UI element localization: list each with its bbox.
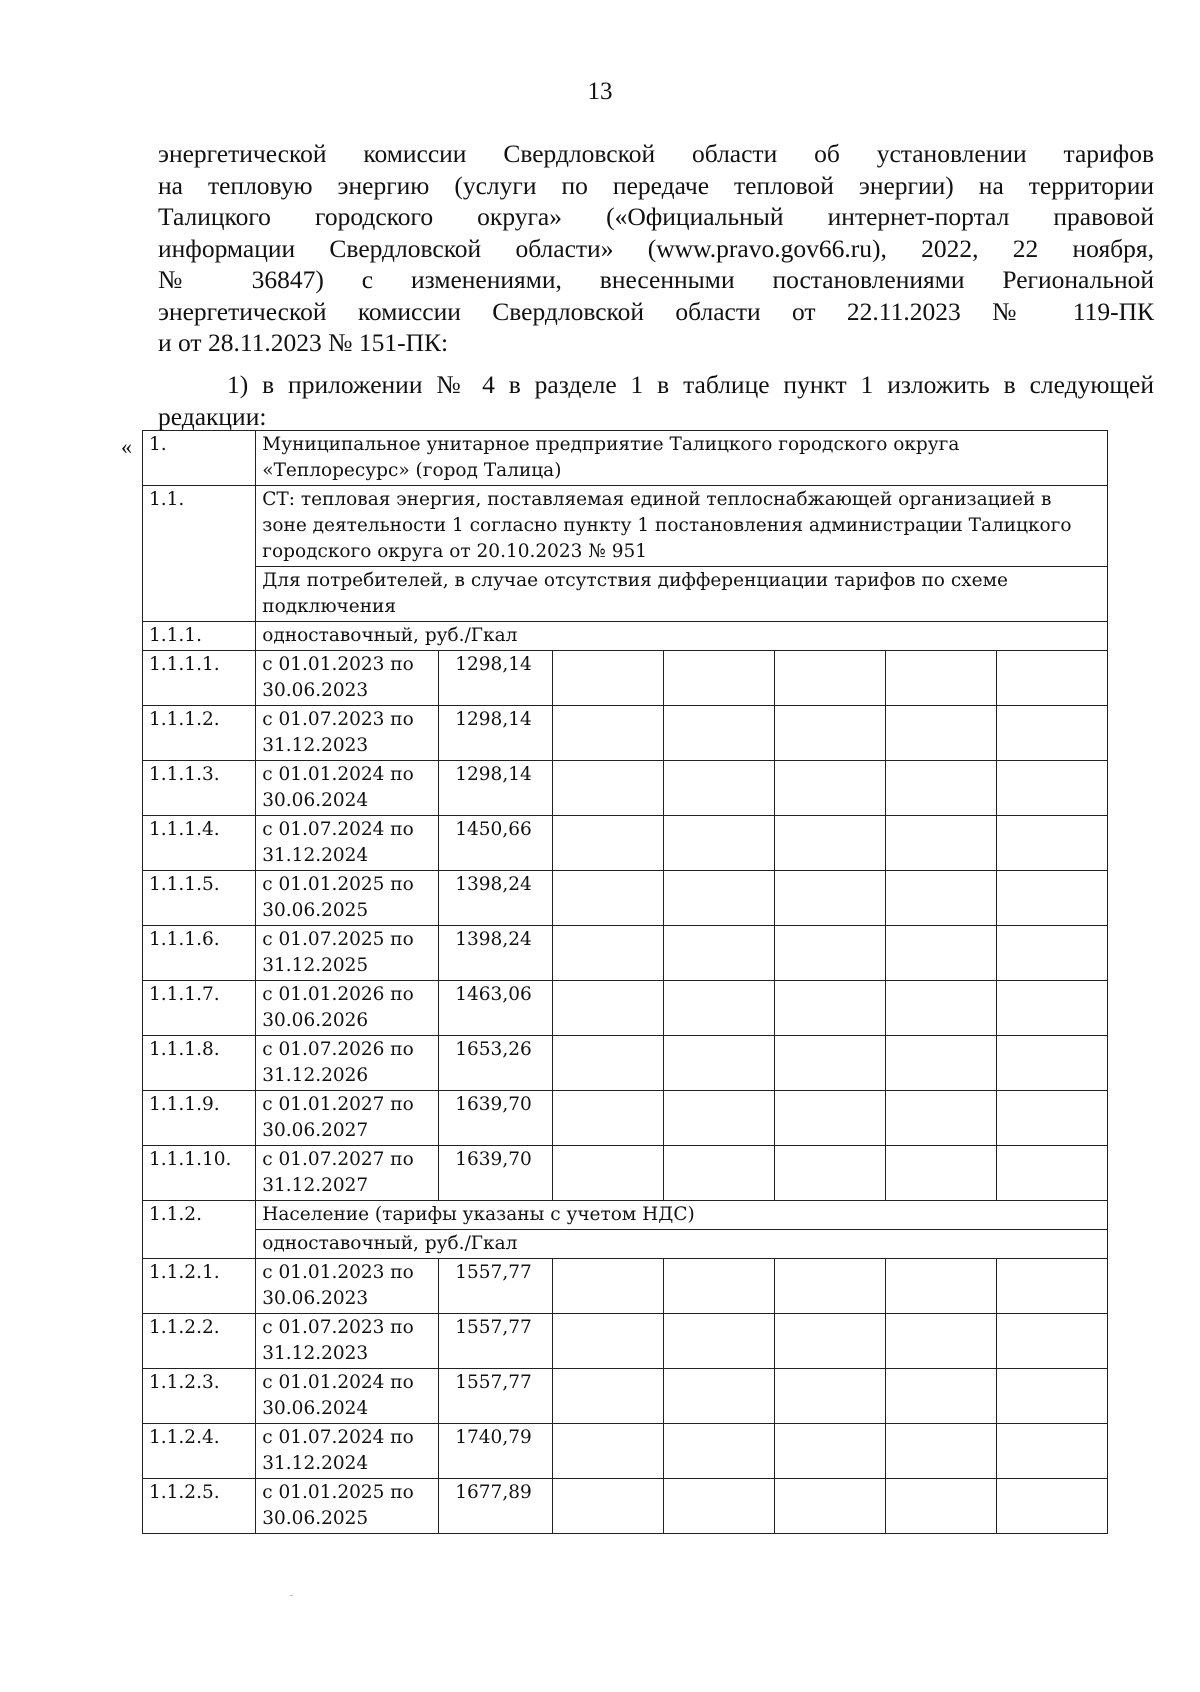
empty-cell: [996, 981, 1107, 1036]
empty-cell: [996, 1091, 1107, 1146]
tariff-value: 1557,77: [439, 1259, 552, 1314]
period-cell: с 01.01.2024 по 30.06.2024: [256, 761, 439, 816]
tariff-value: 1653,26: [439, 1036, 552, 1091]
empty-cell: [885, 1036, 996, 1091]
empty-cell: [552, 1091, 663, 1146]
empty-cell: [774, 816, 885, 871]
empty-cell: [663, 1424, 774, 1479]
empty-cell: [552, 981, 663, 1036]
row-number: 1.: [143, 431, 256, 486]
empty-cell: [774, 1479, 885, 1534]
empty-cell: [552, 1479, 663, 1534]
table-row: [143, 1036, 1108, 1091]
scan-mark: [290, 1595, 293, 1596]
empty-cell: [552, 706, 663, 761]
empty-cell: [774, 871, 885, 926]
empty-cell: [885, 1424, 996, 1479]
empty-cell: [996, 1424, 1107, 1479]
table-row: [143, 981, 1108, 1036]
intro-line: на тепловую энергию (услуги по передаче тепловой энергии) на территории: [158, 170, 1154, 200]
empty-cell: [663, 1314, 774, 1369]
empty-cell: [996, 1479, 1107, 1534]
tariff-value: 1298,14: [439, 651, 552, 706]
period-cell: с 01.07.2023 по 31.12.2023: [256, 1314, 439, 1369]
empty-cell: [885, 816, 996, 871]
tariff-value: 1398,24: [439, 926, 552, 981]
empty-cell: [663, 1146, 774, 1201]
empty-cell: [552, 816, 663, 871]
empty-cell: [885, 871, 996, 926]
empty-cell: [774, 1314, 885, 1369]
intro-line: энергетической комиссии Свердловской области от 22.11.2023 № 119-ПК: [158, 296, 1154, 326]
empty-cell: [885, 651, 996, 706]
empty-cell: [552, 1036, 663, 1091]
table-row: [143, 871, 1108, 926]
table-row: [143, 1146, 1108, 1201]
period-cell: с 01.01.2024 по 30.06.2024: [256, 1369, 439, 1424]
row-number: 1.1.2.4.: [143, 1424, 256, 1479]
row-number: 1.1.1.1.: [143, 651, 256, 706]
period-cell: с 01.01.2025 по 30.06.2025: [256, 871, 439, 926]
empty-cell: [996, 871, 1107, 926]
row-number: 1.1.2.: [143, 1201, 256, 1259]
empty-cell: [663, 1259, 774, 1314]
empty-cell: [663, 816, 774, 871]
tariff-value: 1557,77: [439, 1369, 552, 1424]
empty-cell: [552, 871, 663, 926]
amendment-item: [158, 369, 1154, 432]
empty-cell: [552, 1314, 663, 1369]
empty-cell: [996, 1259, 1107, 1314]
table-row: [143, 1259, 1108, 1314]
period-cell: с 01.01.2023 по 30.06.2023: [256, 1259, 439, 1314]
period-cell: с 01.07.2025 по 31.12.2025: [256, 926, 439, 981]
table-row: [143, 1369, 1108, 1424]
period-cell: с 01.07.2026 по 31.12.2026: [256, 1036, 439, 1091]
empty-cell: [663, 1036, 774, 1091]
tariff-value: 1639,70: [439, 1146, 552, 1201]
empty-cell: [885, 1259, 996, 1314]
empty-cell: [663, 651, 774, 706]
empty-cell: [663, 1479, 774, 1534]
empty-cell: [774, 1091, 885, 1146]
tariff-value: 1450,66: [439, 816, 552, 871]
row-number: 1.1.1.10.: [143, 1146, 256, 1201]
empty-cell: [552, 1369, 663, 1424]
rate-type: одноставочный, руб./Гкал: [256, 622, 1108, 651]
consumers-note: Для потребителей, в случае отсутствия дифференциации тарифов по схеме подключения: [256, 567, 1108, 622]
tariff-category: СТ: тепловая энергия, поставляемая единой теплоснабжающей организацией в зоне деятельности 1 согласно пункту 1 постановления администрации Талицкого городского округа от 20.10.2023 № 951: [256, 486, 1108, 567]
row-number: 1.1.1.7.: [143, 981, 256, 1036]
tariff-value: 1463,06: [439, 981, 552, 1036]
row-number: 1.1.2.3.: [143, 1369, 256, 1424]
empty-cell: [663, 1369, 774, 1424]
table-row: [143, 622, 1108, 651]
empty-cell: [885, 761, 996, 816]
intro-line: энергетической комиссии Свердловской области об установлении тарифов: [158, 139, 1154, 168]
period-cell: с 01.01.2026 по 30.06.2026: [256, 981, 439, 1036]
table-row: [143, 431, 1108, 486]
empty-cell: [885, 981, 996, 1036]
table-row: [143, 761, 1108, 816]
tariff-value: 1639,70: [439, 1091, 552, 1146]
intro-line: № 36847) с изменениями, внесенными постановлениями Региональной: [158, 265, 1154, 294]
empty-cell: [996, 926, 1107, 981]
item-line: 1) в приложении № 4 в разделе 1 в таблице пункт 1 изложить в следующей: [227, 370, 1154, 399]
empty-cell: [663, 706, 774, 761]
empty-cell: [663, 871, 774, 926]
table-row: [143, 567, 1108, 622]
tariff-table: [142, 430, 1108, 1534]
empty-cell: [552, 761, 663, 816]
empty-cell: [774, 706, 885, 761]
row-number: 1.1.1.6.: [143, 926, 256, 981]
empty-cell: [663, 761, 774, 816]
table-row: [143, 1314, 1108, 1369]
table-row: [143, 816, 1108, 871]
table-row: [143, 1201, 1108, 1230]
empty-cell: [885, 1146, 996, 1201]
empty-cell: [885, 706, 996, 761]
empty-cell: [996, 761, 1107, 816]
row-number: 1.1.1.4.: [143, 816, 256, 871]
empty-cell: [996, 1369, 1107, 1424]
empty-cell: [552, 651, 663, 706]
empty-cell: [996, 706, 1107, 761]
empty-cell: [774, 761, 885, 816]
row-number: 1.1.1.3.: [143, 761, 256, 816]
empty-cell: [774, 1369, 885, 1424]
tariff-value: 1740,79: [439, 1424, 552, 1479]
empty-cell: [552, 926, 663, 981]
tariff-value: 1677,89: [439, 1479, 552, 1534]
organization-name: Муниципальное унитарное предприятие Талицкого городского округа «Теплоресурс» (город Талица): [256, 431, 1108, 486]
table-row: [143, 1091, 1108, 1146]
period-cell: с 01.01.2027 по 30.06.2027: [256, 1091, 439, 1146]
table-row: [143, 1424, 1108, 1479]
row-number: 1.1.1.8.: [143, 1036, 256, 1091]
intro-line: информации Свердловской области» (www.pravo.gov66.ru), 2022, 22 ноября,: [158, 233, 1154, 263]
empty-cell: [552, 1424, 663, 1479]
intro-paragraph: [158, 138, 1154, 359]
item-line: редакции:: [158, 401, 267, 431]
empty-cell: [774, 651, 885, 706]
empty-cell: [552, 1259, 663, 1314]
empty-cell: [663, 926, 774, 981]
page-number: 13: [587, 78, 613, 105]
empty-cell: [885, 1314, 996, 1369]
row-number: 1.1.2.2.: [143, 1314, 256, 1369]
table-row: [143, 706, 1108, 761]
empty-cell: [663, 981, 774, 1036]
tariff-value: 1557,77: [439, 1314, 552, 1369]
empty-cell: [996, 1036, 1107, 1091]
empty-cell: [774, 1259, 885, 1314]
period-cell: с 01.01.2023 по 30.06.2023: [256, 651, 439, 706]
empty-cell: [885, 1091, 996, 1146]
tariff-value: 1298,14: [439, 761, 552, 816]
empty-cell: [996, 1146, 1107, 1201]
table-row: [143, 1479, 1108, 1534]
empty-cell: [774, 1036, 885, 1091]
period-cell: с 01.01.2025 по 30.06.2025: [256, 1479, 439, 1534]
row-number: 1.1.2.5.: [143, 1479, 256, 1534]
empty-cell: [996, 1314, 1107, 1369]
empty-cell: [774, 926, 885, 981]
empty-cell: [885, 1369, 996, 1424]
empty-cell: [774, 1146, 885, 1201]
row-number: 1.1.2.1.: [143, 1259, 256, 1314]
row-number: 1.1.1.2.: [143, 706, 256, 761]
tariff-value: 1398,24: [439, 871, 552, 926]
table-row: [143, 651, 1108, 706]
period-cell: с 01.07.2023 по 31.12.2023: [256, 706, 439, 761]
rate-type: одноставочный, руб./Гкал: [256, 1230, 1108, 1259]
table-row: [143, 1230, 1108, 1259]
empty-cell: [774, 981, 885, 1036]
tariff-value: 1298,14: [439, 706, 552, 761]
empty-cell: [996, 651, 1107, 706]
empty-cell: [552, 1146, 663, 1201]
population-category: Население (тарифы указаны с учетом НДС): [256, 1201, 1108, 1230]
row-number: 1.1.1.5.: [143, 871, 256, 926]
empty-cell: [885, 926, 996, 981]
row-number: 1.1.1.9.: [143, 1091, 256, 1146]
intro-line: и от 28.11.2023 № 151-ПК:: [158, 328, 449, 357]
empty-cell: [996, 816, 1107, 871]
period-cell: с 01.07.2024 по 31.12.2024: [256, 1424, 439, 1479]
table-row: [143, 486, 1108, 567]
opening-quote: «: [121, 434, 132, 459]
empty-cell: [663, 1091, 774, 1146]
table-row: [143, 926, 1108, 981]
intro-line: Талицкого городского округа» («Официальный интернет-портал правовой: [158, 202, 1154, 231]
period-cell: с 01.07.2027 по 31.12.2027: [256, 1146, 439, 1201]
empty-cell: [885, 1479, 996, 1534]
row-number: 1.1.1.: [143, 622, 256, 651]
empty-cell: [774, 1424, 885, 1479]
row-number: 1.1.: [143, 486, 256, 622]
period-cell: с 01.07.2024 по 31.12.2024: [256, 816, 439, 871]
